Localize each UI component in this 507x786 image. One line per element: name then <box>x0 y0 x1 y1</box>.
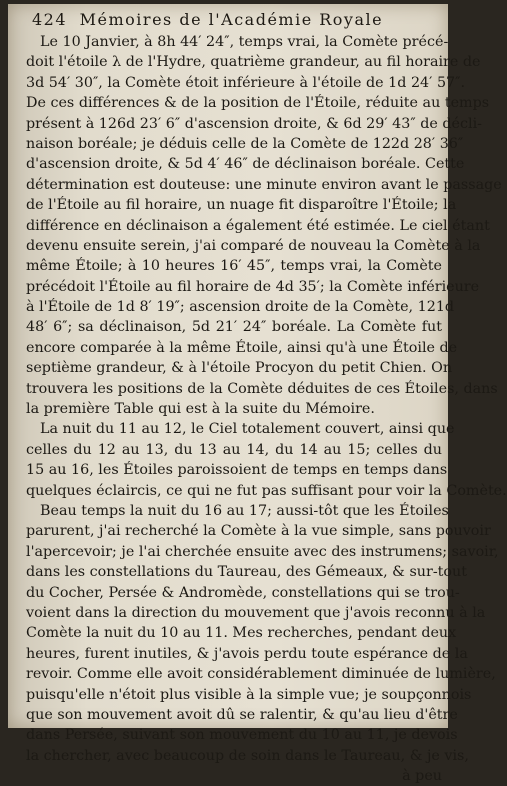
page-number: 424 <box>32 10 68 29</box>
text-line: même Étoile; à 10 heures 16′ 45″, temps vrai, la Comète <box>26 258 442 275</box>
text-line: celles du 12 au 13, du 13 au 14, du 14 au 15; celles du <box>26 441 442 458</box>
text-line: que son mouvement avoit dû se ralentir, & qu'au lieu d'être <box>26 706 458 723</box>
text-line: Beau temps la nuit du 16 au 17; aussi-tôt que les Étoiles <box>40 502 449 519</box>
text-line: l'apercevoir; je l'ai cherchée ensuite avec des instrumens; savoir, <box>26 543 499 560</box>
text-line: 15 au 16, les Étoiles paroissoient de temps en temps dans <box>26 462 448 479</box>
text-line: la chercher, avec beaucoup de soin dans le Taureau, & je vis, <box>26 747 469 764</box>
text-line: naison boréale; je déduis celle de la Comète de 122d 28′ 36″ <box>26 135 464 152</box>
text-line: septième grandeur, & à l'étoile Procyon du petit Chien. On <box>26 360 453 377</box>
text-line: puisqu'elle n'étoit plus visible à la simple vue; je soupçonnois <box>26 686 472 703</box>
text-line: devenu ensuite serein, j'ai comparé de nouveau la Comète à la <box>26 237 481 254</box>
text-line: à l'Étoile de 1d 8′ 19″; ascension droite de la Comète, 121d <box>26 299 455 316</box>
text-line: quelques éclaircis, ce qui ne fut pas suffisant pour voir la Comète. <box>26 482 507 499</box>
text-line: doit l'étoile λ de l'Hydre, quatrième grandeur, au fil horaire de <box>26 54 481 71</box>
text-line: Comète la nuit du 10 au 11. Mes recherches, pendant deux <box>26 625 457 642</box>
text-line: parurent, j'ai recherché la Comète à la vue simple, sans pouvoir <box>26 523 491 540</box>
text-line: 48′ 6″; sa déclinaison, 5d 21′ 24″ boréale. La Comète fut <box>26 319 442 336</box>
text-line: détermination est douteuse: une minute environ avant le passage <box>26 176 502 193</box>
text-line: de l'Étoile au fil horaire, un nuage fit disparoître l'Étoile; la <box>26 197 457 214</box>
text-line: différence en déclinaison a également été estimée. Le ciel étant <box>26 217 490 234</box>
text-line: encore comparée à la même Étoile, ainsi qu'à une Étoile de <box>26 339 458 356</box>
text-line: présent à 126d 23′ 6″ d'ascension droite, & 6d 29′ 43″ de décli- <box>26 115 482 132</box>
text-line: heures, furent inutiles, & j'avois perdu toute espérance de la <box>26 645 468 662</box>
text-line: De ces différences & de la position de l'Étoile, réduite au temps <box>26 95 490 112</box>
text-line: Le 10 Janvier, à 8h 44′ 24″, temps vrai, la Comète précé- <box>40 34 449 50</box>
text-line: la première Table qui est à la suite du Mémoire. <box>26 401 375 418</box>
body-text <box>26 32 507 786</box>
text-line: dans les constellations du Taureau, des Gémeaux, & sur-tout <box>26 564 467 581</box>
text-line: du Cocher, Persée & Andromède, constellations qui se trou- <box>26 584 460 601</box>
text-line: 3d 54′ 30″, la Comète étoit inférieure à l'étoile de 1d 24′ 57″. <box>26 74 466 91</box>
running-title: Mémoires de l'Académie Royale <box>79 10 384 29</box>
text-line: revoir. Comme elle avoit considérablement diminuée de lumière, <box>26 666 496 683</box>
catchword: à peu <box>402 768 442 785</box>
text-line: La nuit du 11 au 12, le Ciel totalement couvert, ainsi que <box>40 421 455 438</box>
text-line: dans Persée, suivant son mouvement du 10 au 11, je devois <box>26 727 458 744</box>
text-line: trouvera les positions de la Comète déduites de ces Étoiles, dans <box>26 380 498 397</box>
text-line: voient dans la direction du mouvement que j'avois reconnu à la <box>26 604 486 621</box>
running-header <box>32 10 438 32</box>
text-line: d'ascension droite, & 5d 4′ 46″ de déclinaison boréale. Cette <box>26 156 465 173</box>
book-page <box>8 4 507 785</box>
text-line: précédoit l'Étoile au fil horaire de 4d 35′; la Comète inférieure <box>26 278 480 295</box>
